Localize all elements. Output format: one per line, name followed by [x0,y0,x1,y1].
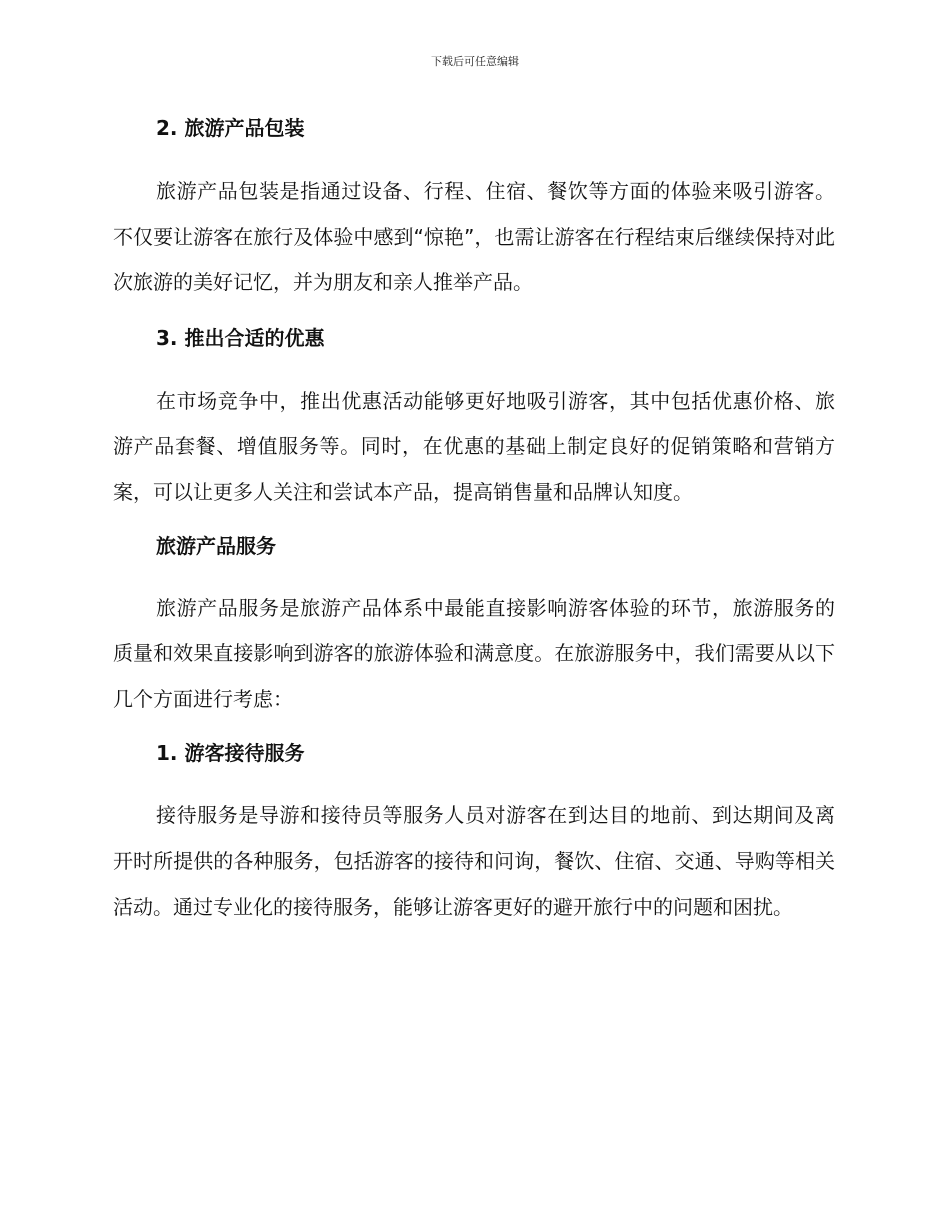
section-heading-product-service: 旅游产品服务 [156,533,276,558]
section-paragraph-product-service: 旅游产品服务是旅游产品体系中最能直接影响游客体验的环节，旅游服务的质量和效果直接影响到游客的旅游体验和满意度。在旅游服务中，我们需要从以下几个方面进行考虑： [113,595,835,711]
section-paragraph-product-packaging: 旅游产品包装是指通过设备、行程、住宿、餐饮等方面的体验来吸引游客。不仅要让游客在旅行及体验中感到“惊艳”，也需让游客在行程结束后继续保持对此次旅游的美好记忆，并为朋友和亲人推举产品。 [113,179,835,295]
section-paragraph-discounts: 在市场竞争中，推出优惠活动能够更好地吸引游客，其中包括优惠价格、旅游产品套餐、增值服务等。同时，在优惠的基础上制定良好的促销策略和营销方案，可以让更多人关注和尝试本产品，提高销售量和品牌认知度。 [113,388,835,504]
section-heading-product-packaging: 2. 旅游产品包装 [156,116,305,140]
section-paragraph-reception-service: 接待服务是导游和接待员等服务人员对游客在到达目的地前、到达期间及离开时所提供的各种服务，包括游客的接待和问询，餐饮、住宿、交通、导购等相关活动。通过专业化的接待服务，能够让游客更好的避开旅行中的问题和困扰。 [113,803,835,919]
document-body [113,113,835,930]
page-header-note: 下载后可任意编辑 [431,55,519,68]
section-heading-reception-service: 1. 游客接待服务 [156,741,305,766]
section-heading-discounts: 3. 推出合适的优惠 [156,325,325,350]
